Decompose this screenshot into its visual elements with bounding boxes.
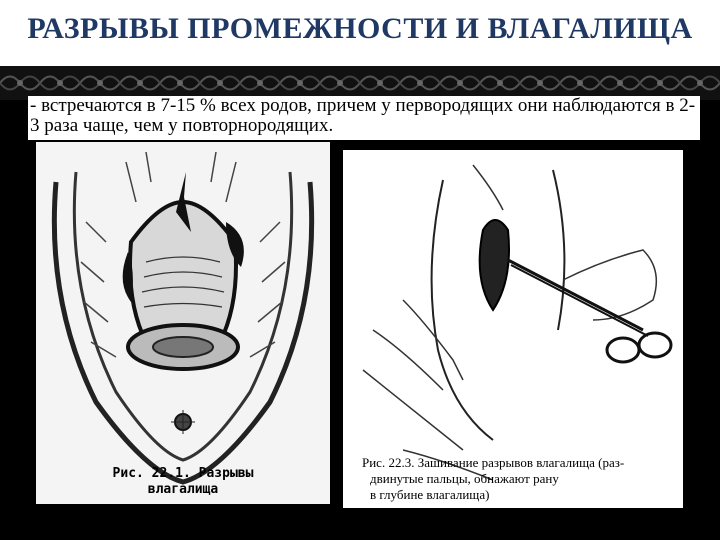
figure-right-caption-line3: в глубине влагалища) (370, 487, 490, 502)
figure-right-caption-line1: Рис. 22.3. Зашивание разрывов влагалища (раз- (362, 455, 625, 470)
figure-left-caption-line2: влагалища (147, 482, 219, 497)
vaginal-tears-illustration (36, 142, 330, 504)
slide-title: РАЗРЫВЫ ПРОМЕЖНОСТИ И ВЛАГАЛИЩА (27, 12, 693, 45)
figure-right-caption (362, 455, 678, 503)
figure-vaginal-tears (36, 142, 330, 504)
figure-right-caption-line2: двинутые пальцы, обнажают рану (370, 471, 559, 486)
figure-left-caption-line1: Рис. 22.1. Разрывы (112, 466, 254, 481)
figure-left-caption (36, 466, 330, 498)
body-text: - встречаются в 7-15 % всех родов, причем у первородящих они наблюдаются в 2-3 раза чаще, чем у повторнородящих. (30, 95, 696, 136)
